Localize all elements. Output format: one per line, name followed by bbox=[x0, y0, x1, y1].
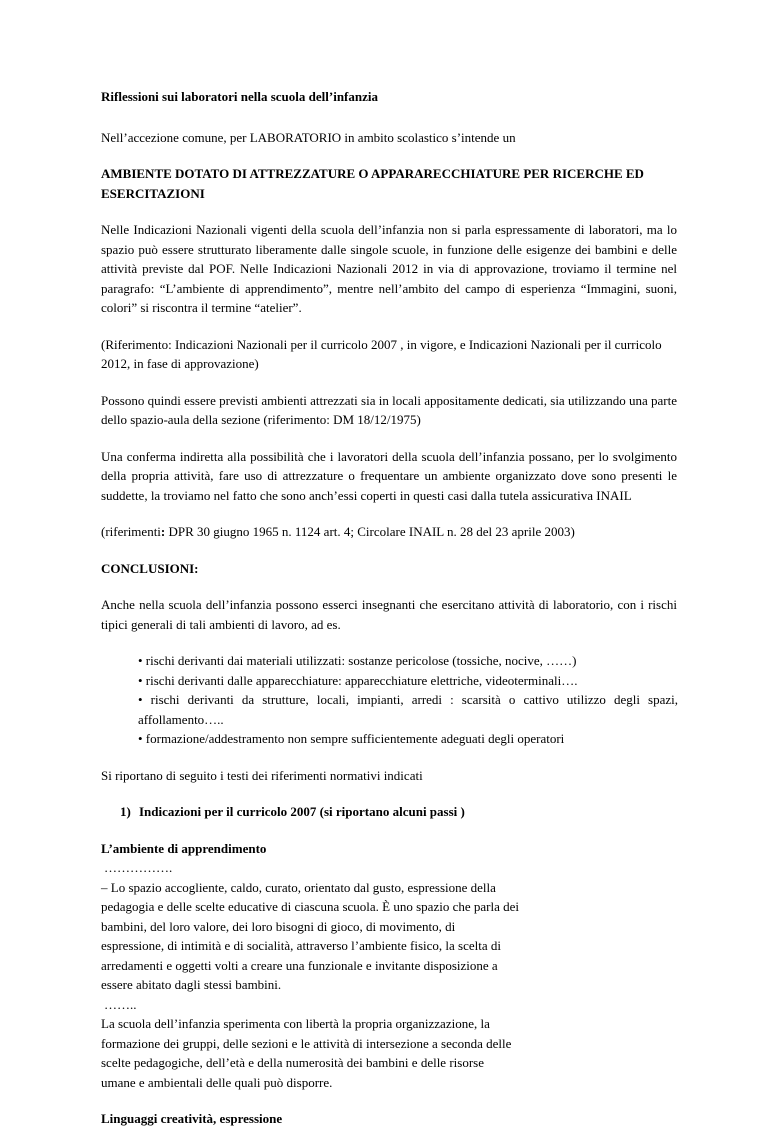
section-paragraph: – Lo spazio accogliente, caldo, curato, orientato dal gusto, espressione della pedagogia e delle scelte educative di ciascuna scuola. È uno spazio che parla dei bambini, del loro valore, dei loro bisogni di gioco, di movimento, di espressione, di intimità e di socialità, attraverso l’ambiente fisico, la scelta di arredamenti e oggetti volti a creare una funzionale e invitante disposizione a essere abitato dagli stessi bambini. bbox=[101, 879, 519, 992]
conclusions-heading: CONCLUSIONI: bbox=[101, 560, 199, 576]
paragraph-riferimento: (Riferimento: Indicazioni Nazionali per il curricolo 2007 , in vigore, e Indicazioni Nazionali per il curricolo 2012, in fase di approvazione) bbox=[101, 336, 662, 371]
conclusions-paragraph: Anche nella scuola dell’infanzia possono esserci insegnanti che esercitano attività di laboratorio, con i rischi tipici generali di tali ambienti di lavoro, ad es. bbox=[101, 597, 677, 632]
section-ambiente bbox=[101, 839, 521, 1093]
ellipsis-line: ……………. bbox=[104, 860, 173, 875]
section-heading: L’ambiente di apprendimento bbox=[101, 840, 267, 856]
document-body bbox=[101, 87, 677, 1129]
list-item: • formazione/addestramento non sempre sufficientemente adeguati degli operatori bbox=[138, 731, 565, 746]
riferimenti-prefix: (riferimenti bbox=[101, 524, 161, 539]
intro-paragraph: Nell’accezione comune, per LABORATORIO in ambito scolastico s’intende un bbox=[101, 129, 516, 145]
paragraph-ambienti: Possono quindi essere previsti ambienti attrezzati sia in locali appositamente dedicati, sia utilizzando una parte dello spazio-aula della sezione (riferimento: DM 18/12/1975) bbox=[101, 392, 677, 427]
risk-list bbox=[138, 651, 678, 749]
definition-heading: AMBIENTE DOTATO DI ATTREZZATURE O APPARARECCHIATURE PER RICERCHE ED ESERCITAZIONI bbox=[101, 166, 644, 201]
paragraph-indicazioni: Nelle Indicazioni Nazionali vigenti della scuola dell’infanzia non si parla espressamente di laboratori, ma lo spazio può essere strutturato liberamente dalle singole scuole, in funzione delle esigenze dei bambini e delle attività previste dal POF. Nelle Indicazioni Nazionali 2012 in via di approvazione, troviamo il termine nel paragrafo: “L’ambiente di apprendimento”, mentre nell’ambito del campo di esperienza “Immagini, suoni, colori” si riscontra il termine “atelier”. bbox=[101, 222, 677, 315]
list-item: • rischi derivanti dai materiali utilizzati: sostanze pericolose (tossiche, nocive, ……) bbox=[138, 653, 577, 668]
references-intro: Si riportano di seguito i testi dei riferimenti normativi indicati bbox=[101, 767, 423, 783]
list-item: • rischi derivanti da strutture, locali, impianti, arredi : scarsità o cattivo utilizzo degli spazi, affollamento….. bbox=[138, 692, 678, 727]
ellipsis-line: …….. bbox=[104, 996, 137, 1012]
section-heading-linguaggi: Linguaggi creatività, espressione bbox=[101, 1111, 283, 1126]
numbered-item-number: 1) bbox=[120, 804, 131, 819]
riferimenti-colon: : bbox=[160, 524, 166, 539]
riferimenti-text: DPR 30 giugno 1965 n. 1124 art. 4; Circolare INAIL n. 28 del 23 aprile 2003) bbox=[165, 524, 575, 539]
list-item: • rischi derivanti dalle apparecchiature: apparecchiature elettriche, videoterminali…. bbox=[138, 672, 578, 688]
document-title: Riflessioni sui laboratori nella scuola dell’infanzia bbox=[101, 89, 378, 104]
numbered-item bbox=[120, 802, 677, 822]
paragraph-inail: Una conferma indiretta alla possibilità che i lavoratori della scuola dell’infanzia possano, per lo svolgimento della propria attività, fare uso di attrezzature o frequentare un ambiente organizzato dove sono presenti le suddette, la troviamo nel fatto che sono anch’essi coperti in questi casi dalla tutela assicurativa INAIL bbox=[101, 448, 677, 503]
section-paragraph: La scuola dell’infanzia sperimenta con libertà la propria organizzazione, la formazione dei gruppi, delle sezioni e le attività di intersezione a seconda delle scelte pedagogiche, dell’età e della numerosità dei bambini e delle risorse umane e ambientali delle quali può disporre. bbox=[101, 1016, 512, 1090]
numbered-item-text: Indicazioni per il curricolo 2007 (si riportano alcuni passi ) bbox=[139, 804, 465, 819]
paragraph-riferimenti bbox=[101, 522, 677, 542]
